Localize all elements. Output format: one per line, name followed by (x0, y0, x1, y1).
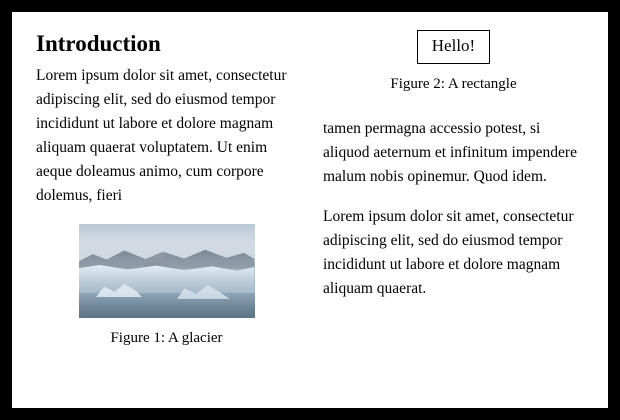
figure-1-caption: Figure 1: A glacier (110, 329, 223, 346)
right-column-paragraph-1: tamen permagna accessio potest, si aliquod aeternum et infinitum impendere malum nobis opinemur. Quod idem. (323, 120, 577, 186)
page-title: Introduction (36, 31, 161, 56)
figure-1 (36, 224, 297, 349)
figure-2-caption: Figure 2: A rectangle (390, 76, 517, 93)
hello-rectangle: Hello! (417, 30, 490, 64)
two-column-layout (12, 12, 608, 408)
right-column (323, 30, 584, 398)
figure-2 (323, 30, 584, 95)
right-column-paragraph-2: Lorem ipsum dolor sit amet, consectetur adipiscing elit, sed do eiusmod tempor incididunt ut labore et dolore magnam aliquam quaerat. (323, 208, 574, 298)
glacier-image (79, 224, 255, 318)
left-column-paragraph: Lorem ipsum dolor sit amet, consectetur adipiscing elit, sed do eiusmod tempor incididunt ut labore et dolore magnam aliquam quaerat voluptatem. Ut enim aeque doleamus animo, cum corpore dolemus, fieri (36, 66, 287, 204)
left-column (36, 30, 297, 398)
document-page (12, 12, 608, 408)
